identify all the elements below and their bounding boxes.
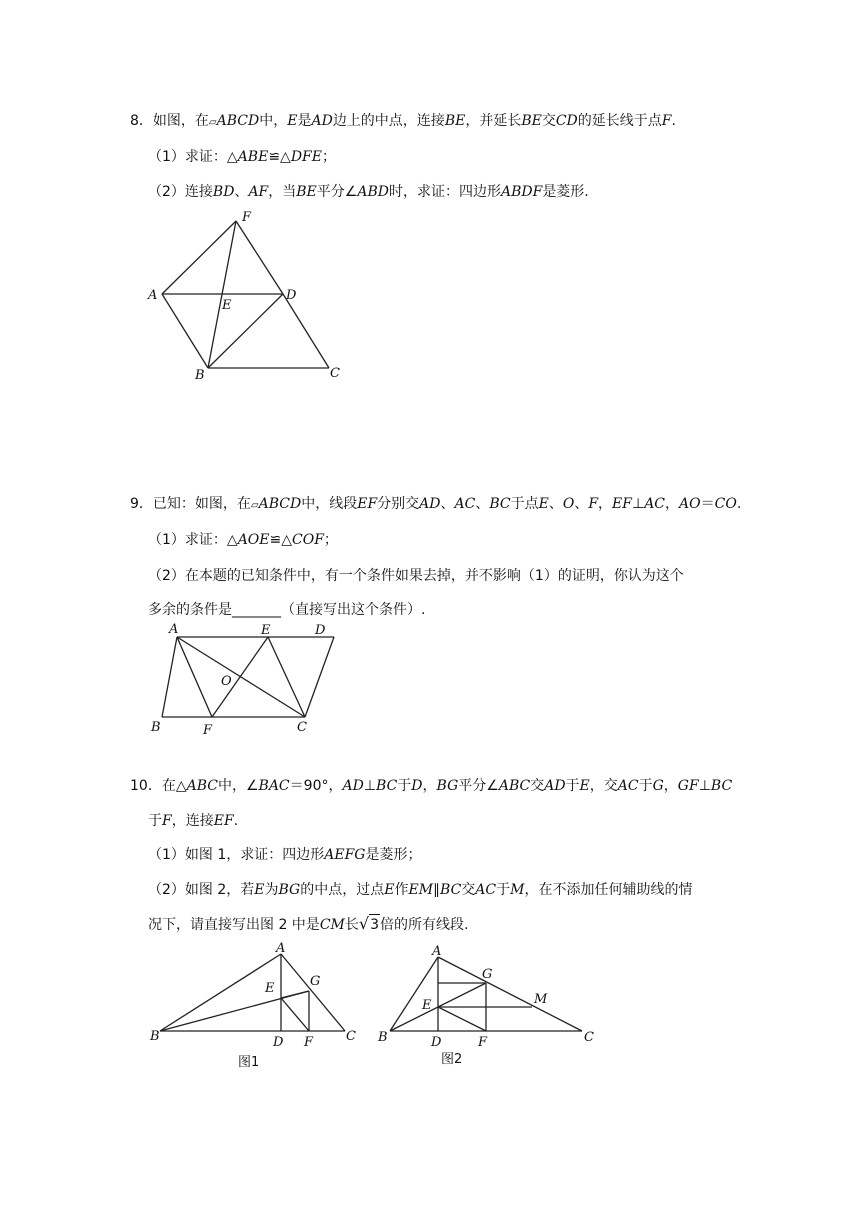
q10-fig2-label-C: C xyxy=(584,1030,594,1045)
q10-fig2-label-A: A xyxy=(432,944,442,959)
q10-fig1-caption: 图1 xyxy=(238,1055,260,1070)
q10-stem-line2: 于F，连接EF. xyxy=(148,813,239,829)
q8-label-C: C xyxy=(330,366,340,381)
q10-fig2-label-M: M xyxy=(534,992,548,1007)
q10-fig2-label-G: G xyxy=(482,967,493,982)
q10-fig1-label-D: D xyxy=(273,1035,284,1050)
q8-part2: （2）连接BD、AF，当BE平分∠ABD时，求证：四边形ABDF是菱形. xyxy=(148,184,589,200)
q10-part2-line1: （2）如图 2，若E为BG的中点，过点E作EM∥BC交AC于M，在不添加任何辅助线的情 xyxy=(148,882,693,898)
q10-fig1-label-E: E xyxy=(265,981,275,996)
q8-label-F: F xyxy=(242,210,252,225)
q9-label-D: D xyxy=(315,623,326,638)
q9-label-F: F xyxy=(203,723,213,738)
q9-part1: （1）求证：△AOE≌△COF； xyxy=(148,532,338,548)
q9-label-O: O xyxy=(221,674,232,689)
q9-part2-line2: 多余的条件是_______（直接写出这个条件）. xyxy=(148,602,426,618)
q10-fig2-label-B: B xyxy=(378,1030,388,1045)
q8-stem: 8．如图，在▱ABCD中，E是AD边上的中点，连接BE，并延长BE交CD的延长线于点F. xyxy=(130,113,676,129)
q10-part2-line2: 况下，请直接写出图 2 中是CM长√3倍的所有线段. xyxy=(148,914,469,933)
q8-part1: （1）求证：△ABE≌△DFE； xyxy=(148,149,336,165)
q9-label-B: B xyxy=(151,720,161,735)
q8-label-B: B xyxy=(195,368,205,383)
q8-label-A: A xyxy=(148,288,158,303)
q10-fig1-label-B: B xyxy=(150,1029,160,1044)
sqrt-3: √3 xyxy=(358,914,379,933)
q10-stem-line1: 10．在△ABC中，∠BAC＝90°，AD⊥BC于D，BG平分∠ABC交AD于E，交AC于G，GF⊥BC xyxy=(130,778,733,794)
q9-label-E: E xyxy=(261,623,271,638)
q10-fig1-label-G: G xyxy=(310,974,321,989)
q10-fig1-label-A: A xyxy=(276,941,286,956)
q9-stem: 9．已知：如图，在▱ABCD中，线段EF分别交AD、AC、BC于点E、O、F，EF⊥AC，AO＝CO. xyxy=(130,496,742,512)
q10-fig2-caption: 图2 xyxy=(441,1052,463,1067)
q10-fig2-label-E: E xyxy=(422,998,432,1013)
q10-part1: （1）如图 1，求证：四边形AEFG是菱形； xyxy=(148,847,422,863)
q9-label-C: C xyxy=(297,720,307,735)
q8-label-E: E xyxy=(222,298,232,313)
q8-label-D: D xyxy=(286,288,297,303)
q10-fig2-label-D: D xyxy=(431,1035,442,1050)
q9-label-A: A xyxy=(169,622,179,637)
q10-fig1-label-C: C xyxy=(346,1029,356,1044)
q9-part2-line1: （2）在本题的已知条件中，有一个条件如果去掉，并不影响（1）的证明，你认为这个 xyxy=(148,568,684,584)
q10-fig1-label-F: F xyxy=(304,1035,314,1050)
q10-fig2-label-F: F xyxy=(478,1035,488,1050)
